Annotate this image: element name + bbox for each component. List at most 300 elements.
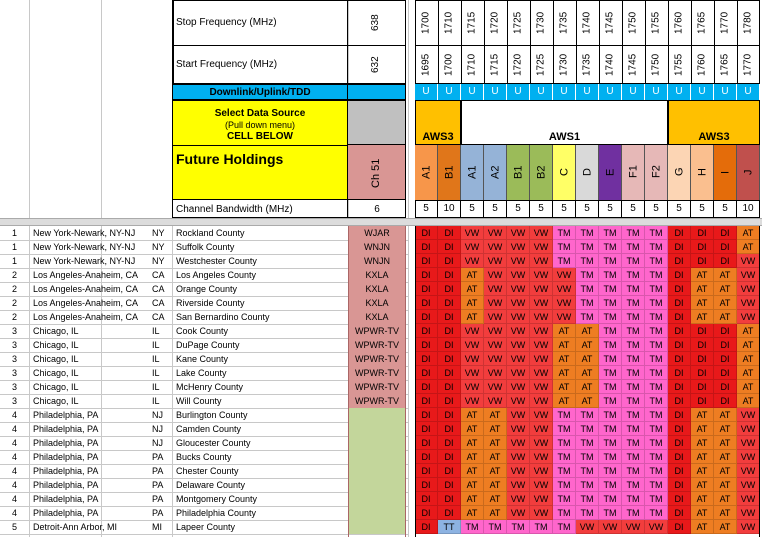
row-number: 1 xyxy=(12,242,18,252)
start-freq-13: 1765 xyxy=(719,53,731,77)
start-freq-0: 1695 xyxy=(420,53,432,77)
status-cell: TM xyxy=(576,310,599,324)
status-cell: VW xyxy=(507,282,530,296)
stop-freq-13: 1770 xyxy=(719,11,731,35)
bw-cell-6: 5 xyxy=(553,200,576,218)
status-cell: TM xyxy=(622,422,645,436)
market-name: Philadelphia, PA xyxy=(33,508,99,518)
status-cell: AT xyxy=(576,352,599,366)
status-cell: AT xyxy=(691,268,714,282)
state-code: NY xyxy=(152,228,165,238)
status-cell: AT xyxy=(737,240,760,254)
status-cell: TM xyxy=(622,352,645,366)
status-cell: DI xyxy=(668,520,691,534)
status-cell: TM xyxy=(622,282,645,296)
county-name: Chester County xyxy=(176,466,239,476)
status-cell: AT xyxy=(484,450,507,464)
status-cell: VW xyxy=(530,352,553,366)
status-cell: VW xyxy=(484,338,507,352)
status-cell: AT xyxy=(691,310,714,324)
status-cell: DI xyxy=(438,226,461,240)
status-cell: TM xyxy=(645,366,668,380)
row-number: 4 xyxy=(12,438,18,448)
status-cell: VW xyxy=(461,338,484,352)
county-name: Westchester County xyxy=(176,256,257,266)
bw-cell-12: 5 xyxy=(691,200,714,218)
market-name: Philadelphia, PA xyxy=(33,424,99,434)
status-cell: TM xyxy=(576,422,599,436)
stop-freq-3: 1720 xyxy=(489,11,501,35)
row-number: 3 xyxy=(12,354,18,364)
market-name: Chicago, IL xyxy=(33,326,79,336)
status-cell: VW xyxy=(484,366,507,380)
status-cell: TM xyxy=(553,464,576,478)
state-code: CA xyxy=(152,284,165,294)
stop-value: 638 xyxy=(370,14,381,32)
status-cell: DI xyxy=(691,394,714,408)
status-cell: VW xyxy=(737,408,760,422)
row-number: 1 xyxy=(12,256,18,266)
state-code: NY xyxy=(152,242,165,252)
status-cell: DI xyxy=(438,352,461,366)
start-freq-5: 1725 xyxy=(535,53,547,77)
row-number: 3 xyxy=(12,326,18,336)
block-label-0: A1 xyxy=(420,165,433,179)
status-cell: AT xyxy=(461,478,484,492)
status-cell: TM xyxy=(622,324,645,338)
ch-divider xyxy=(348,45,406,46)
status-cell: TM xyxy=(599,422,622,436)
status-cell: TM xyxy=(599,380,622,394)
county-name: Kane County xyxy=(176,354,229,364)
status-cell: VW xyxy=(507,408,530,422)
status-cell: TM xyxy=(599,268,622,282)
status-cell: DI xyxy=(714,380,737,394)
status-cell: TM xyxy=(645,506,668,520)
bw-cell-4: 5 xyxy=(507,200,530,218)
status-cell: VW xyxy=(461,254,484,268)
grid-line xyxy=(408,0,409,218)
status-cell: AT xyxy=(484,422,507,436)
status-cell: AT xyxy=(714,492,737,506)
state-code: NJ xyxy=(152,438,163,448)
header-label-box xyxy=(172,0,348,84)
status-cell: AT xyxy=(484,492,507,506)
stop-freq-2: 1715 xyxy=(466,11,478,35)
status-cell: DI xyxy=(415,268,438,282)
status-cell: DI xyxy=(668,338,691,352)
call-sign: KXLA xyxy=(348,296,406,310)
market-name: New York-Newark, NY-NJ xyxy=(33,228,136,238)
status-cell: AT xyxy=(553,324,576,338)
row-number: 4 xyxy=(12,410,18,420)
status-cell: TM xyxy=(645,436,668,450)
start-freq-10: 1750 xyxy=(650,53,662,77)
status-cell: DI xyxy=(438,506,461,520)
start-freq-8: 1740 xyxy=(604,53,616,77)
stop-freq-11: 1760 xyxy=(673,11,685,35)
status-cell: VW xyxy=(530,450,553,464)
grid-column-border xyxy=(415,226,760,537)
county-name: Cook County xyxy=(176,326,229,336)
status-cell: DI xyxy=(438,254,461,268)
status-cell: TM xyxy=(645,282,668,296)
start-frequency-label: Start Frequency (MHz) xyxy=(176,59,278,70)
dut-cell-8: U xyxy=(599,84,622,100)
status-cell: DI xyxy=(668,464,691,478)
status-cell: VW xyxy=(507,394,530,408)
status-cell: DI xyxy=(668,324,691,338)
status-cell: VW xyxy=(461,324,484,338)
status-cell: DI xyxy=(415,478,438,492)
status-cell: DI xyxy=(415,422,438,436)
status-cell: AT xyxy=(714,408,737,422)
market-name: Detroit-Ann Arbor, MI xyxy=(33,522,118,532)
status-cell: DI xyxy=(438,492,461,506)
status-cell: VW xyxy=(507,268,530,282)
status-cell: DI xyxy=(668,240,691,254)
status-cell: DI xyxy=(714,324,737,338)
status-cell: VW xyxy=(737,422,760,436)
status-cell: VW xyxy=(484,296,507,310)
status-cell: AT xyxy=(714,282,737,296)
status-cell: VW xyxy=(530,282,553,296)
status-cell: AT xyxy=(714,310,737,324)
status-cell: TM xyxy=(645,296,668,310)
status-cell: AT xyxy=(737,394,760,408)
status-cell: AT xyxy=(714,436,737,450)
dut-cell-0: U xyxy=(415,84,438,100)
select-divider xyxy=(172,145,348,146)
grid-line xyxy=(408,226,409,537)
status-cell: AT xyxy=(714,422,737,436)
state-code: IL xyxy=(152,382,160,392)
status-cell: AT xyxy=(737,324,760,338)
status-cell: TM xyxy=(645,380,668,394)
status-cell: AT xyxy=(484,408,507,422)
status-cell: TM xyxy=(599,450,622,464)
state-code: NJ xyxy=(152,410,163,420)
status-cell: VW xyxy=(737,254,760,268)
county-name: Will County xyxy=(176,396,222,406)
status-cell: TM xyxy=(622,366,645,380)
row-number: 4 xyxy=(12,452,18,462)
status-cell: VW xyxy=(599,520,622,534)
status-cell: TM xyxy=(599,464,622,478)
bw-cell-0: 5 xyxy=(415,200,438,218)
status-cell: VW xyxy=(553,310,576,324)
bw-cell-11: 5 xyxy=(668,200,691,218)
status-cell: TM xyxy=(645,422,668,436)
state-code: IL xyxy=(152,326,160,336)
dut-cell-9: U xyxy=(622,84,645,100)
call-sign: WPWR-TV xyxy=(348,366,406,380)
bw-cell-8: 5 xyxy=(599,200,622,218)
state-code: CA xyxy=(152,312,165,322)
status-cell: VW xyxy=(507,296,530,310)
row-number: 3 xyxy=(12,382,18,392)
status-cell: VW xyxy=(530,408,553,422)
status-cell: TM xyxy=(576,226,599,240)
status-cell: DI xyxy=(438,394,461,408)
status-cell: DI xyxy=(668,226,691,240)
status-cell: VW xyxy=(507,226,530,240)
dut-cell-12: U xyxy=(691,84,714,100)
status-cell: VW xyxy=(461,394,484,408)
county-name: Suffolk County xyxy=(176,242,235,252)
market-name: Los Angeles-Anaheim, CA xyxy=(33,312,139,322)
status-cell: DI xyxy=(415,254,438,268)
status-cell: AT xyxy=(737,366,760,380)
status-cell: TM xyxy=(645,268,668,282)
status-cell: DI xyxy=(668,254,691,268)
status-cell: VW xyxy=(461,380,484,394)
band-label-2: AWS3 xyxy=(698,131,730,143)
status-cell: AT xyxy=(691,492,714,506)
status-cell: DI xyxy=(415,282,438,296)
status-cell: DI xyxy=(438,422,461,436)
status-cell: VW xyxy=(507,366,530,380)
status-cell: TM xyxy=(599,394,622,408)
status-cell: DI xyxy=(415,506,438,520)
bw-cell-10: 5 xyxy=(645,200,668,218)
status-cell: VW xyxy=(484,282,507,296)
status-cell: VW xyxy=(530,226,553,240)
status-cell: DI xyxy=(438,478,461,492)
start-freq-4: 1720 xyxy=(512,53,524,77)
status-cell: TM xyxy=(553,254,576,268)
status-cell: TM xyxy=(622,254,645,268)
status-cell: AT xyxy=(484,506,507,520)
status-cell: TM xyxy=(645,478,668,492)
bw-cell-7: 5 xyxy=(576,200,599,218)
status-cell: VW xyxy=(484,394,507,408)
status-cell: TM xyxy=(553,478,576,492)
state-code: MI xyxy=(152,522,162,532)
status-cell: VW xyxy=(484,268,507,282)
stop-freq-1: 1710 xyxy=(443,11,455,35)
data-source-dropdown[interactable] xyxy=(348,100,406,145)
state-code: IL xyxy=(152,368,160,378)
row-number: 2 xyxy=(12,312,18,322)
status-cell: AT xyxy=(691,450,714,464)
status-cell: VW xyxy=(530,310,553,324)
block-label-13: I xyxy=(719,170,732,174)
status-cell: TM xyxy=(599,478,622,492)
market-name: Chicago, IL xyxy=(33,354,79,364)
call-sign: WNJN xyxy=(348,240,406,254)
status-cell: TM xyxy=(599,310,622,324)
dut-cell-2: U xyxy=(461,84,484,100)
status-cell: DI xyxy=(415,366,438,380)
status-cell: AT xyxy=(461,492,484,506)
status-cell: VW xyxy=(576,520,599,534)
status-cell: VW xyxy=(484,324,507,338)
status-cell: DI xyxy=(668,408,691,422)
status-cell: AT xyxy=(737,352,760,366)
status-cell: AT xyxy=(691,282,714,296)
status-cell: VW xyxy=(507,240,530,254)
market-name: Philadelphia, PA xyxy=(33,494,99,504)
status-cell: DI xyxy=(415,492,438,506)
stop-freq-9: 1750 xyxy=(627,11,639,35)
status-cell: AT xyxy=(714,464,737,478)
status-cell: AT xyxy=(714,268,737,282)
status-cell: DI xyxy=(714,366,737,380)
status-cell: TM xyxy=(576,506,599,520)
status-cell: TM xyxy=(599,240,622,254)
status-cell: VW xyxy=(645,520,668,534)
status-cell: AT xyxy=(484,464,507,478)
status-cell: DI xyxy=(415,464,438,478)
status-cell: VW xyxy=(622,520,645,534)
row-number: 4 xyxy=(12,424,18,434)
status-cell: TM xyxy=(622,226,645,240)
status-cell: DI xyxy=(714,240,737,254)
market-name: Los Angeles-Anaheim, CA xyxy=(33,270,139,280)
state-code: CA xyxy=(152,298,165,308)
status-cell: TM xyxy=(576,296,599,310)
status-cell: DI xyxy=(438,450,461,464)
status-cell: DI xyxy=(668,506,691,520)
status-cell: VW xyxy=(507,254,530,268)
status-cell: VW xyxy=(484,380,507,394)
state-code: IL xyxy=(152,340,160,350)
dut-cell-7: U xyxy=(576,84,599,100)
call-sign: KXLA xyxy=(348,282,406,296)
status-cell: VW xyxy=(530,422,553,436)
status-cell: AT xyxy=(714,506,737,520)
status-cell: DI xyxy=(415,352,438,366)
status-cell: TM xyxy=(507,520,530,534)
header-divider xyxy=(172,45,348,46)
status-cell: AT xyxy=(461,464,484,478)
dut-cell-5: U xyxy=(530,84,553,100)
market-name: Chicago, IL xyxy=(33,340,79,350)
status-cell: VW xyxy=(484,310,507,324)
status-cell: AT xyxy=(553,380,576,394)
state-code: PA xyxy=(152,466,164,476)
status-cell: DI xyxy=(415,338,438,352)
status-cell: TM xyxy=(622,240,645,254)
market-name: Philadelphia, PA xyxy=(33,480,99,490)
status-cell: AT xyxy=(461,282,484,296)
county-name: Los Angeles County xyxy=(176,270,257,280)
county-name: San Bernardino County xyxy=(176,312,270,322)
dut-value-cell xyxy=(348,84,406,100)
status-cell: DI xyxy=(415,520,438,534)
status-cell: TM xyxy=(622,394,645,408)
status-cell: VW xyxy=(530,296,553,310)
status-cell: TM xyxy=(645,324,668,338)
status-cell: VW xyxy=(507,450,530,464)
block-label-1: B1 xyxy=(443,165,456,179)
status-cell: VW xyxy=(530,492,553,506)
row-number: 3 xyxy=(12,340,18,350)
status-cell: TM xyxy=(645,408,668,422)
status-cell: TM xyxy=(553,226,576,240)
status-cell: VW xyxy=(530,240,553,254)
status-cell: DI xyxy=(691,338,714,352)
state-code: NY xyxy=(152,256,165,266)
status-cell: AT xyxy=(576,380,599,394)
status-cell: VW xyxy=(737,478,760,492)
status-cell: VW xyxy=(553,296,576,310)
status-cell: AT xyxy=(484,478,507,492)
market-name: Los Angeles-Anaheim, CA xyxy=(33,298,139,308)
status-cell: AT xyxy=(461,408,484,422)
status-cell: TM xyxy=(622,478,645,492)
call-sign: WPWR-TV xyxy=(348,324,406,338)
state-code: PA xyxy=(152,494,164,504)
status-cell: AT xyxy=(737,338,760,352)
status-cell: DI xyxy=(714,394,737,408)
status-cell: VW xyxy=(553,282,576,296)
status-cell: TM xyxy=(576,464,599,478)
status-cell: TM xyxy=(599,254,622,268)
status-cell: DI xyxy=(438,324,461,338)
market-name: Philadelphia, PA xyxy=(33,452,99,462)
county-name: Philadelphia County xyxy=(176,508,257,518)
status-cell: AT xyxy=(576,366,599,380)
status-cell: VW xyxy=(737,492,760,506)
status-cell: TM xyxy=(622,492,645,506)
status-cell: TM xyxy=(645,226,668,240)
row-number: 5 xyxy=(12,522,18,532)
status-cell: VW xyxy=(484,254,507,268)
status-cell: TM xyxy=(599,366,622,380)
block-label-3: A2 xyxy=(489,165,502,179)
call-sign: WJAR xyxy=(348,226,406,240)
status-cell: AT xyxy=(737,226,760,240)
block-label-11: G xyxy=(673,167,686,177)
county-name: Montgomery County xyxy=(176,494,258,504)
county-name: Orange County xyxy=(176,284,238,294)
select-title: Select Data Source xyxy=(214,108,306,119)
status-cell: VW xyxy=(553,268,576,282)
status-cell: DI xyxy=(415,380,438,394)
status-cell: TM xyxy=(599,282,622,296)
status-cell: AT xyxy=(714,450,737,464)
status-cell: TM xyxy=(484,520,507,534)
status-cell: AT xyxy=(691,478,714,492)
status-cell: TM xyxy=(645,464,668,478)
status-cell: VW xyxy=(737,520,760,534)
status-cell: DI xyxy=(714,338,737,352)
status-cell: TM xyxy=(599,324,622,338)
status-cell: TM xyxy=(576,282,599,296)
status-cell: AT xyxy=(691,436,714,450)
status-cell: TM xyxy=(553,408,576,422)
row-number: 2 xyxy=(12,298,18,308)
dut-cell-13: U xyxy=(714,84,737,100)
market-name: New York-Newark, NY-NJ xyxy=(33,242,136,252)
status-cell: AT xyxy=(576,394,599,408)
status-cell: AT xyxy=(691,506,714,520)
status-cell: TM xyxy=(645,394,668,408)
state-code: PA xyxy=(152,480,164,490)
start-value: 632 xyxy=(370,56,381,74)
county-name: DuPage County xyxy=(176,340,240,350)
county-name: Burlington County xyxy=(176,410,248,420)
status-cell: DI xyxy=(668,268,691,282)
status-cell: DI xyxy=(691,380,714,394)
status-cell: DI xyxy=(714,226,737,240)
market-name: Chicago, IL xyxy=(33,368,79,378)
status-cell: AT xyxy=(461,310,484,324)
status-cell: VW xyxy=(737,450,760,464)
status-cell: VW xyxy=(507,492,530,506)
